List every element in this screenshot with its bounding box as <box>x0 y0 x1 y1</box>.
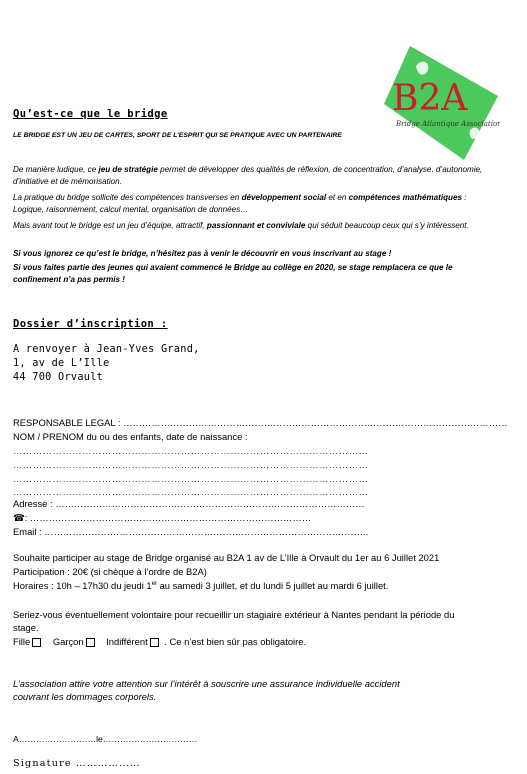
children-line-1[interactable]: ……………………………………………………………………………………………… <box>13 445 369 456</box>
volunteer-options <box>13 636 306 647</box>
children-line-3[interactable]: ……………………………………………………………………………………………… <box>13 473 369 484</box>
adresse-field[interactable]: Adresse : ……………………………………………………………………………………… <box>13 498 365 509</box>
insurance-line-1: L’association attire votre attention sur l’intérêt à souscrire une assurance individuelle accident <box>13 678 400 689</box>
volunteer-line-1: Seriez-vous éventuellement volontaire pour recueillir un stagiaire extérieur à Nantes pendant la période du <box>13 609 455 620</box>
paragraph-invite: Si vous ignorez ce qu’est le bridge, n’hésitez pas à venir le découvrir en vous inscrivant au stage ! <box>13 249 392 258</box>
caps-intro: LE BRIDGE EST UN JEU DE CARTES, SPORT DE L’ESPRIT QUI SE PRATIQUE AVEC UN PARTENAIRE <box>13 132 342 139</box>
b2a-logo <box>382 44 500 162</box>
address-line-3: 44 700 Orvault <box>13 372 104 383</box>
paragraph-strategy: De manière ludique, ce jeu de stratégie permet de développer des qualités de réflexion, de concentration, d’analyse, d’autonomie, d’initiative et de mémorisation. <box>13 165 483 186</box>
logo-graphic <box>382 44 500 162</box>
option-fille-checkbox[interactable] <box>32 638 41 647</box>
stage-line-2: Participation : 20€ (si chèque à l’ordre de B2A) <box>13 566 207 577</box>
paragraph-team: Mais avant tout le bridge est un jeu d’équipe, attractif, passionnant et conviviale qui séduit beaucoup ceux qui s’y intéressent. <box>13 221 469 230</box>
section-title-dossier: Dossier d’inscription : <box>13 318 168 330</box>
address-line-2: 1, av de L’Ille <box>13 358 110 369</box>
email-field[interactable]: Email : ………………………………………………………………………………………….. <box>13 526 369 537</box>
option-garcon-label: Garçon <box>52 636 84 647</box>
option-indifferent-checkbox[interactable] <box>150 638 159 647</box>
section-title-bridge: Qu’est-ce que le bridge <box>13 108 168 120</box>
volunteer-line-2: stage. <box>13 622 39 633</box>
paragraph-confinement: Si vous faites partie des jeunes qui avaient commencé le Bridge au collège en 2020, se stage remplacera ce que le confinement n’a pas permis ! <box>13 263 453 284</box>
optional-note: . Ce n’est bien sûr pas obligatoire. <box>164 636 307 647</box>
option-garcon-checkbox[interactable] <box>86 638 95 647</box>
option-fille-label: Fille <box>13 636 31 647</box>
children-label: NOM / PRENOM du ou des enfants, date de naissance : <box>13 431 248 442</box>
paragraph-skills: La pratique du bridge sollicite des compétences transverses en développement social et en compétences mathématiques : Logique, raisonnement, calcul mental, organisation de données… <box>13 193 467 214</box>
insurance-line-2: couvrant les dommages corporels. <box>13 691 157 702</box>
phone-field[interactable]: ☎: ……………………………………………………………………………… <box>13 512 312 523</box>
responsable-field[interactable]: RESPONSABLE LEGAL : …………………………………………………………………………………………………………… <box>13 417 508 428</box>
phone-icon: ☎ <box>13 512 25 523</box>
address-line-1: A renvoyer à Jean-Yves Grand, <box>13 344 200 355</box>
place-date-field[interactable]: A………………………le…………………………… <box>13 734 198 744</box>
logo-subtitle: Bridge Atlantique Association <box>396 120 500 128</box>
stage-line-1: Souhaite participer au stage de Bridge organisé au B2A 1 av de L’Ille à Orvault du 1er au 6 Juillet 2021 <box>13 552 440 563</box>
option-indifferent-label: Indifférent <box>106 636 148 647</box>
signature-field[interactable]: Signature ……………… <box>13 758 141 769</box>
stage-line-3: Horaires : 10h – 17h30 du jeudi 1er au samedi 3 juillet, et du lundi 5 juillet au mardi 6 juillet. <box>13 580 389 591</box>
logo-text: B2A <box>392 78 468 119</box>
children-line-2[interactable]: ……………………………………………………………………………………………… <box>13 459 369 470</box>
children-line-4[interactable]: ……………………………………………………………………………………………… <box>13 486 369 497</box>
